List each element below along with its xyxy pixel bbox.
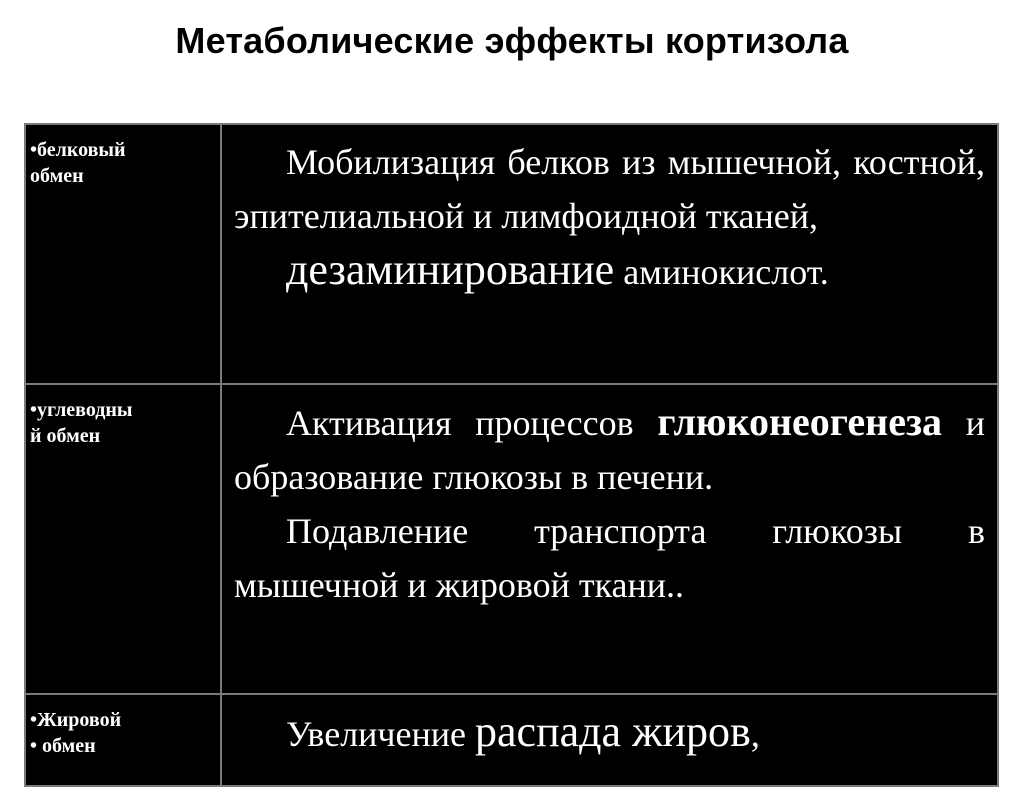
row-label-fat: [25, 694, 221, 786]
row-label-line: •белковый: [30, 139, 126, 161]
row-label-line: •углеводны: [30, 399, 133, 421]
description-text-emphasis: дезаминирование: [286, 245, 615, 294]
table-row-protein: [25, 124, 998, 384]
description-text: Активация процессов: [286, 403, 658, 443]
metabolic-effects-table: [24, 123, 999, 787]
row-label-protein: [25, 124, 221, 384]
description-text-bold: глюконеогенеза: [657, 399, 943, 444]
description-text: Мобилизация белков из мышечной, костной, эпителиальной и лимфоидной тканей,: [234, 142, 985, 236]
description-paragraph: [234, 135, 985, 243]
row-description-protein: [221, 124, 998, 384]
description-paragraph: [234, 504, 985, 612]
row-label-carbohydrate: [25, 384, 221, 694]
row-description-fat: [221, 694, 998, 786]
table-row-fat: [25, 694, 998, 786]
description-text: ,: [750, 714, 760, 754]
description-paragraph: [234, 243, 985, 299]
row-description-carbohydrate: [221, 384, 998, 694]
row-label-line: •Жировой: [30, 709, 122, 731]
description-text: Увеличение: [286, 714, 476, 754]
description-text: и образование глюкозы в печени.: [234, 403, 986, 497]
description-text-emphasis: распада жиров: [475, 707, 751, 756]
row-label-line: • обмен: [30, 735, 96, 757]
description-text: аминокислот.: [614, 252, 829, 292]
row-label-line: й обмен: [30, 425, 101, 447]
row-label-line: обмен: [30, 165, 84, 187]
slide-title: Метаболические эффекты кортизола: [175, 20, 849, 61]
description-paragraph: [234, 705, 985, 761]
description-paragraph: [234, 395, 985, 504]
table-row-carbohydrate: [25, 384, 998, 694]
description-text: Подавление транспорта глюкозы в мышечной и жировой ткани..: [234, 511, 985, 605]
